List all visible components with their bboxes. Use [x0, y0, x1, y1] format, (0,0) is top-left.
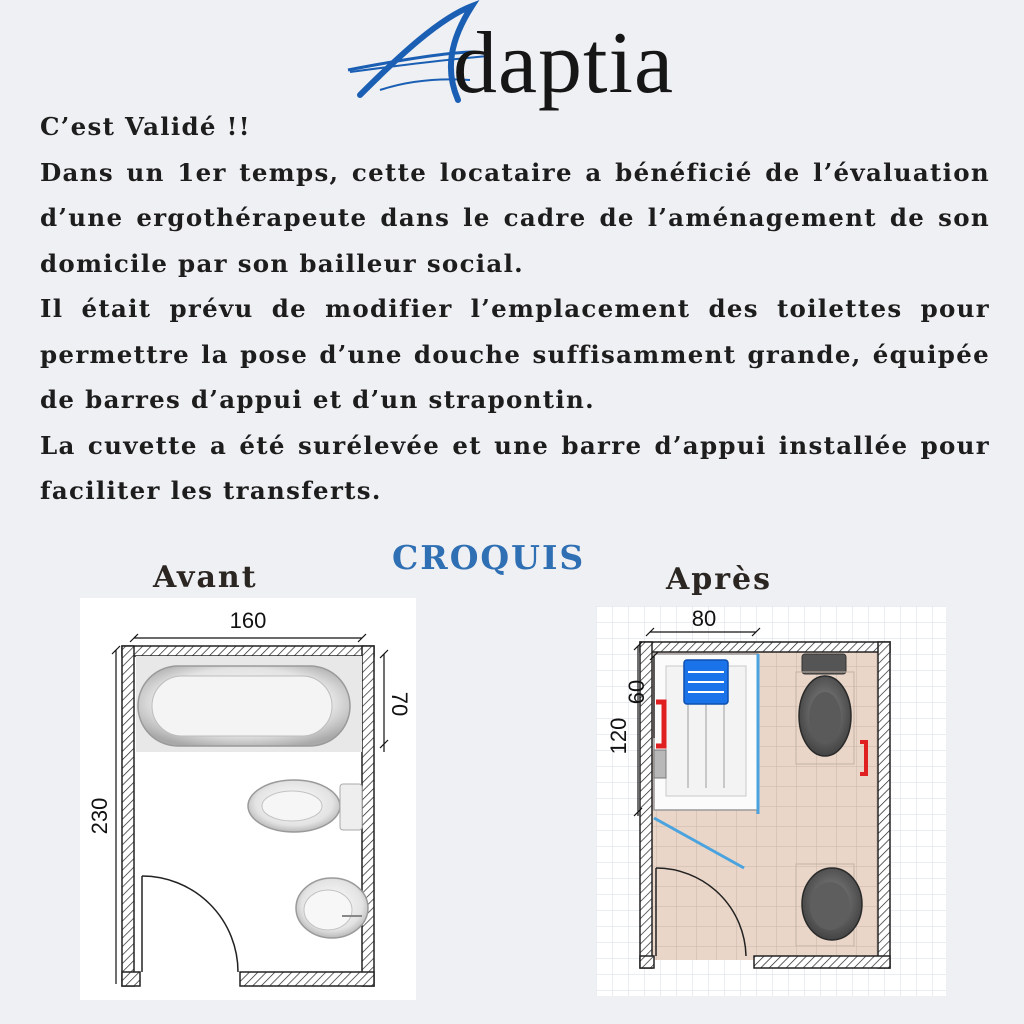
after-caption: Après [666, 562, 773, 597]
before-floor-plan [80, 598, 416, 1000]
paragraph-toilets: Il était prévu de modifier l’emplacement des toilettes pour permettre la pose d’une douche suffisamment grande, équipée de barres d’appui et d’un strapontin. [40, 294, 990, 414]
paragraph-transfer: La cuvette a été surélevée et une barre d’appui installée pour faciliter les transferts. [40, 430, 990, 505]
after-seat-height-label: 60 [624, 679, 649, 705]
before-width-label: 160 [229, 608, 267, 633]
before-height-label: 230 [87, 797, 112, 835]
validated-line: C’est Validé !! [40, 112, 251, 141]
after-floor-plan [596, 606, 946, 996]
sketch-title: CROQUIS [392, 538, 586, 577]
raised-toilet-icon [802, 654, 846, 674]
after-width-label: 80 [691, 606, 717, 631]
description-text [40, 104, 990, 514]
brand-name: daptia [453, 15, 675, 112]
after-shower-length-label: 120 [606, 717, 631, 755]
paragraph-evaluation: Dans un 1er temps, cette locataire a bénéficié de l’évaluation d’une ergothérapeute dans le cadre de l’aménagement de son domicile par son bailleur social. [40, 157, 990, 278]
before-caption: Avant [153, 560, 258, 595]
before-bath-depth-label: 70 [387, 691, 412, 717]
